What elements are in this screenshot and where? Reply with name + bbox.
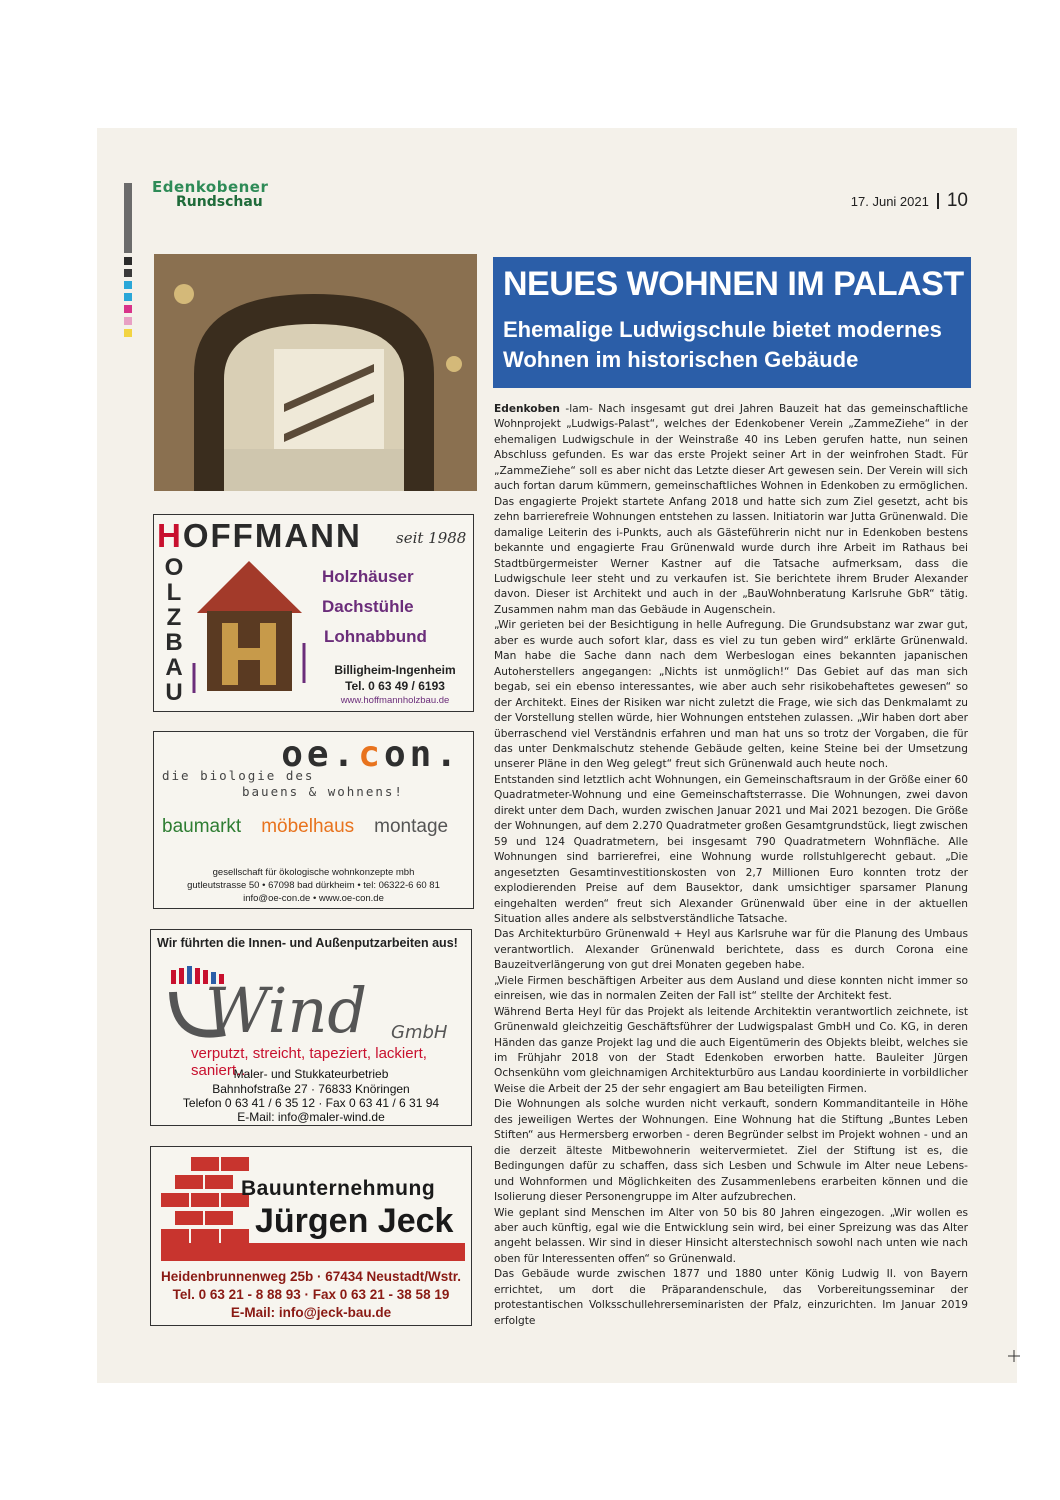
article-dateline-place: Edenkoben <box>494 403 560 415</box>
oecon-address: gutleutstrasse 50 • 67098 bad dürkheim • tel: 06322-6 60 81 <box>187 880 440 891</box>
hoffmann-name-rest: OFFMANN <box>182 517 362 554</box>
oecon-logo-part: on. <box>383 734 461 775</box>
issue-date: 17. Juni 2021 <box>850 194 929 209</box>
hoffmann-name <box>157 517 362 555</box>
article-paragraph: „Viele Firmen beschäftigen Arbeiter aus dem Ausland und diese konnten nicht immer so einreisen, wie das in normalen Zeiten der Fall ist“ stellte der Architekt fest. <box>494 974 968 1003</box>
hoffmann-since: seit 1988 <box>396 529 467 547</box>
dateline <box>851 190 968 212</box>
masthead-line2: Rundschau <box>176 194 263 210</box>
oecon-service: montage <box>374 816 449 837</box>
wind-slogan: verputzt, streicht, tapeziert, lackiert, saniert… <box>191 1045 427 1079</box>
oecon-contact: info@oe-con.de • www.oe-con.de <box>243 893 384 904</box>
hoffmann-phone: Tel. 0 63 49 / 6193 <box>345 679 445 693</box>
oecon-tagline2: bauens & wohnens! <box>242 784 404 799</box>
oecon-service: möbelhaus <box>261 816 355 837</box>
hoffmann-service: Dachstühle <box>322 597 414 616</box>
crop-mark-icon <box>1008 1350 1020 1362</box>
hoffmann-service: Lohnabbund <box>324 627 427 646</box>
article-headline: NEUES WOHNEN IM PALAST <box>503 265 964 303</box>
jeck-red-bar <box>161 1243 465 1261</box>
vertical-letter: L <box>166 579 182 606</box>
oecon-service: baumarkt <box>162 816 242 837</box>
jeck-title1: Bauunternehmung <box>241 1177 436 1200</box>
jeck-ad <box>150 1146 472 1326</box>
vertical-letter: O <box>164 554 184 581</box>
oecon-tagline1: die biologie des <box>162 768 315 783</box>
wind-line: Maler- und Stukkateurbetrieb <box>233 1067 389 1081</box>
hoffmann-web: www.hoffmannholzbau.de <box>340 695 450 706</box>
wind-logo <box>165 962 465 1048</box>
paragraph-text: -lam- Nach insgesamt gut drei Jahren Bauzeit hat das gemeinschaftliche Wohnprojekt „Ludwigs-Palast“, welches der Edenkobener Verein „ZammeZiehe“ in der ehemaligen Ludwigschule in der Weinstraße 40 ins Leben gerufen hatte, nun seinen Abschluss gefunden. Es war das erste Projekt seiner Art in der weinfrohen Stadt. Für „ZammeZiehe“ soll es aber nicht das Letzte dieser Art gewesen sein. Der Verein will sich auch fortan darum kümmern, gemeinschaftliches Wohnen in Edenkoben zu ermöglichen. Das engagierte Projekt startete Anfang 2018 und hatte sich zum Ziel gesetzt, acht bis zehn barrierefreie Wohnungen entstehen zu lassen. Initiatorin war Jutta Grünenwald. Die damalige Leiterin des i-Punkts, auch als Gästeführerin nicht nur in Edenkoben bestens bekannte und engagierte Frau Grünenwald wurde durch ihre Arbeit im Rathaus bei Stadtbürgermeister Werner Kastner auf die Tatsache aufmerksam, dass die Ludwigschule leer steht und zu verkaufen ist. Sie berichtete ihrem Bruder Alexander davon. Dieser ist Architekt und auch in der „BauWohnberatung Karlsruhe GbR“ tätig. Zusammen nahm man das Gebäude in Augenschein. <box>494 403 968 616</box>
jeck-title2: Jürgen Jeck <box>255 1202 454 1240</box>
wind-headline: Wir führten die Innen- und Außenputzarbeiten aus! <box>157 936 458 950</box>
wind-address: Bahnhofstraße 27 · 76833 Knöringen <box>212 1082 410 1096</box>
oecon-services <box>162 816 468 838</box>
article-paragraph: Das Gebäude wurde zwischen 1877 und 1880 unter König Ludwig II. von Bayern errichtet, um dort die Präparandenschule, das Vorbereitungsseminar der protestantischen Volksschullehrerseminaristen der Pfalz, einzurichten. Im Januar 2019 erfolgte <box>494 1268 968 1327</box>
hoffmann-service: Holzhäuser <box>322 567 414 586</box>
wind-logo-text: Wind <box>205 974 368 1047</box>
article-body <box>494 402 968 1329</box>
print-color-bar <box>124 183 132 373</box>
vertical-letter: A <box>165 654 183 681</box>
article-paragraph <box>494 402 968 618</box>
vertical-letter: Z <box>166 604 182 631</box>
article-headline-box <box>493 257 971 388</box>
wind-email: E-Mail: info@maler-wind.de <box>237 1110 385 1124</box>
article-paragraph: Während Berta Heyl für das Projekt als leitende Architektin verantwortlich zeichnete, ist Grünenwald gleichzeitig Geschäftsführer der Ludwigspalast GmbH und Co. KG, in deren Händen das ganze Projekt lag und die auch Eigentümerin des Objekts bleibt, welches sie im Frühjahr 2018 von der Stadt Edenkoben erworben hatte. Bauleiter Jürgen Ochsenkühn vom gleichnamigen Architekturbüro aus Landau koordinierte in vorbildlicher Weise die Arbeit der 25 der sehr engagiert am Bau beteiligten Firmen. <box>494 1005 968 1095</box>
vertical-letter: U <box>165 679 183 706</box>
oecon-logo-c: c <box>358 734 384 775</box>
wind-logo-suffix: GmbH <box>391 1022 448 1043</box>
jeck-phone: Tel. 0 63 21 - 8 88 93 · Fax 0 63 21 - 38 58 19 <box>172 1287 450 1302</box>
article-paragraph: Entstanden sind letztlich acht Wohnungen, ein Gemeinschaftsraum in der Größe einer 60 Quadratmeter-Wohnung und eine Gemeinschaftsterrasse. Die Wohnungen, zwei davon direkt unter dem Dach, wurden zwischen Januar 2021 und Mai 2021 bezogen. Die Größe der Wohnungen, auf dem 2.270 Quadratmeter großen Gesamtgrundstück, liegt zwischen 59 und 124 Quadratmetern, bei insgesamt 790 Quadratmetern Wohnfläche. Alle Wohnungen sind barrierefrei, eine Wohnung wurde rollstuhlgerecht gebaut. „Die angesetzten Gesamtinvestitionskosten von 2,7 Millionen Euro konnten trotz der explodierenden Preise auf dem Bausektor, dank umsichtiger sparsamer Planung eingehalten werden“ freut sich Alexander Grünenwald über eine in der aktuellen Situation alles andere als selbstverständliche Tatsache. <box>494 773 968 925</box>
oecon-ad <box>153 731 474 909</box>
house-logo-icon <box>192 553 307 703</box>
hoffmann-ad <box>153 514 474 712</box>
article-subheadline: Ehemalige Ludwigschule bietet modernes Wohnen im historischen Gebäude <box>503 317 942 372</box>
oecon-logo-part: oe. <box>281 734 359 775</box>
hoffmann-vertical-holzbau <box>162 555 186 705</box>
jeck-address: Heidenbrunnenweg 25b · 67434 Neustadt/Wstr. <box>160 1269 462 1284</box>
article-paragraph: „Wir gerieten bei der Besichtigung in helle Aufregung. Die Grundsubstanz war zwar gut, aber es wurde auch sofort klar, dass es viel zu tun geben wird“ erklärte Grünenwald. Man habe die Sache dann nach dem Werbeslogan eines bekannten japanischen Autoherstellers angegangen: „Nichts ist unmöglich!“ Das Gebiet auf das man sich begab, sei ein ebenso interessantes, wie aber auch sehr risikobehaftetes gewesen“ so der Architekt. Eines der Risiken war nicht zuletzt die Frage, wie sich das Denkmalamt zu der Vorstellung stellen würde, hier Wohnungen entstehen zulassen. „Wir haben dort aber überraschend viel Verständnis erfahren und man hat uns so trotz der Vorgaben, die für das unter Denkmalschutz stehende Gebäude gelten, keine Steine bei der Umsetzung unserer Pläne in den Weg gelegt“ freut sich Grünenwald auch heute noch. <box>494 619 968 771</box>
article-paragraph: Wie geplant sind Menschen im Alter von 50 bis 80 Jahren eingezogen. „Wir wollen es aber auch künftig, egal wie die Entwicklung sein wird, bei einer Spreizung was das Alter angeht belassen. Wir sind in dieser Hinsicht alterstechnisch sowohl nach unten wie nach oben für Interessenten offen“ so Grünenwald. <box>494 1206 968 1265</box>
wind-ad <box>150 929 472 1126</box>
oecon-company: gesellschaft für ökologische wohnkonzepte mbh <box>212 867 415 878</box>
masthead-logo <box>152 180 292 214</box>
article-paragraph: Das Architekturbüro Grünenwald + Heyl aus Karlsruhe war für die Planung des Umbaus verantwortlich. Alexander Grünenwald berichtete, dass es durch Corona eine Bauzeitverlängerung von gut drei Monaten gegeben habe. <box>494 928 968 972</box>
divider <box>937 193 939 209</box>
jeck-email: E-Mail: info@jeck-bau.de <box>230 1305 392 1320</box>
article-photo <box>154 254 477 491</box>
hoffmann-town: Billigheim-Ingenheim <box>334 663 456 677</box>
vertical-letter: B <box>165 629 183 656</box>
article-paragraph: Die Wohnungen als solche wurden nicht verkauft, sondern Kommanditanteile in Höhe des jeweiligen Wertes der Wohnungen. Eine Wohnung hat die Stiftung „Buntes Leben Stiften“ aus Hermersberg erworben - deren Begründer selbst im Projekt wohnen - und an die derzeit älteste Mitbewohnerin weitervermietet. Ziel der Stiftung ist es, die Bedingungen dafür zu schaffen, dass sich Lesben und Schwule im Alter neue Lebens- und Wohnformen und Möglichkeiten des Zusammenlebens erarbeiten können und die Isolierung dieser Personengruppe im Alter aufzubrechen. <box>494 1098 968 1204</box>
wind-phone: Telefon 0 63 41 / 6 35 12 · Fax 0 63 41 / 6 31 94 <box>182 1096 440 1110</box>
masthead-line1: Edenkobener <box>152 178 269 196</box>
hoffmann-initial: H <box>157 517 183 554</box>
page-number: 10 <box>946 190 968 211</box>
